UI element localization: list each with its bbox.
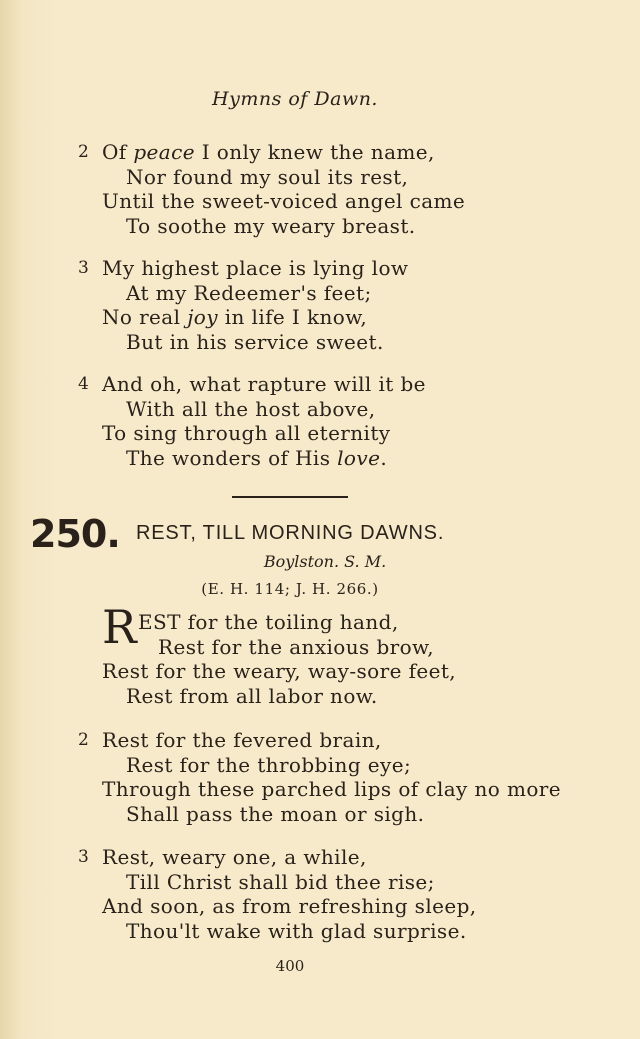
stanza-line: No real joy in life I know, <box>102 305 368 329</box>
stanza-line: 2 Of peace I only knew the name, <box>78 140 435 164</box>
hymn-title: REST, TILL MORNING DAWNS. <box>136 522 445 544</box>
section-divider <box>232 496 348 498</box>
stanza-line: To sing through all eternity <box>102 421 391 445</box>
stanza-line: To soothe my weary breast. <box>126 213 416 238</box>
stanza-line: Rest for the anxious brow, <box>158 634 434 659</box>
stanza-number: 2 <box>78 730 90 750</box>
stanza-line: 2 Rest for the fevered brain, <box>78 728 382 752</box>
stanza-line: With all the host above, <box>126 396 376 421</box>
page-number: 400 <box>275 957 305 975</box>
stanza-line: At my Redeemer's feet; <box>126 280 372 305</box>
running-head: Hymns of Dawn. <box>212 88 378 110</box>
italic-word: love <box>337 445 381 470</box>
stanza-line: Until the sweet-voiced angel came <box>102 189 466 213</box>
stanza-line: 3 Rest, weary one, a while, <box>78 845 367 869</box>
stanza-number: 3 <box>78 847 90 867</box>
stanza-line: Rest for the throbbing eye; <box>126 752 412 777</box>
stanza-line: 4 And oh, what rapture will it be <box>78 372 426 396</box>
hymn-stanza-3 <box>78 845 477 943</box>
stanza-line: But in his service sweet. <box>126 329 384 354</box>
prev-stanza-2 <box>78 140 465 238</box>
tune-name: Boylston. S. M. <box>263 552 387 571</box>
stanza-line: The wonders of His love. <box>126 445 388 470</box>
stanza-line: Rest for the weary, way-sore feet, <box>102 659 457 683</box>
stanza-line: Nor found my soul its rest, <box>126 164 409 189</box>
hymn-number: 250. <box>30 512 120 556</box>
stanza-line: Till Christ shall bid thee rise; <box>126 869 435 894</box>
hymn-stanza-1 <box>102 610 456 708</box>
italic-word: peace <box>133 140 195 164</box>
prev-stanza-4 <box>78 372 426 470</box>
stanza-number: 3 <box>78 258 90 278</box>
drop-cap: R <box>102 600 137 654</box>
stanza-line: Through these parched lips of clay no more <box>102 777 561 801</box>
prev-stanza-3 <box>78 256 408 354</box>
stanza-line: Shall pass the moan or sigh. <box>126 801 425 826</box>
stanza-number: 2 <box>78 142 90 162</box>
stanza-line: Rest from all labor now. <box>126 683 378 708</box>
stanza-line: 3 My highest place is lying low <box>78 256 409 280</box>
stanza-line: Thou'lt wake with glad surprise. <box>126 918 467 943</box>
hymn-stanza-2 <box>78 728 561 826</box>
stanza-number: 4 <box>78 374 90 394</box>
hymn-references: (E. H. 114; J. H. 266.) <box>201 580 379 598</box>
stanza-line: And soon, as from refreshing sleep, <box>102 894 477 918</box>
stanza-line: EST for the toiling hand, <box>138 610 399 634</box>
italic-word: joy <box>187 305 218 329</box>
